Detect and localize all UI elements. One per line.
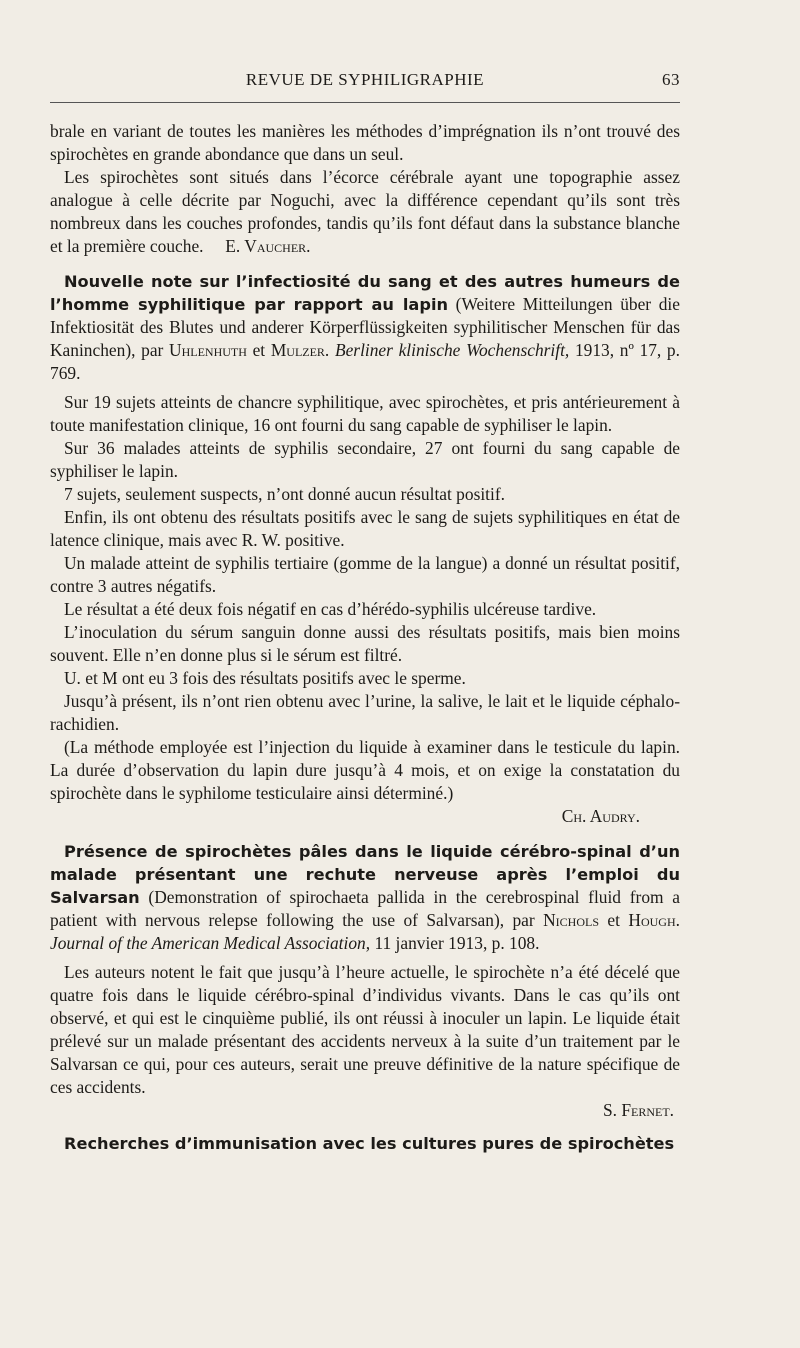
article-infectiosite (50, 270, 680, 828)
signature: Ch. Audry. (561, 806, 640, 826)
method-note: (La méthode employée est l’injection du liquide à examiner dans le testicule du lapin. La durée d’observation du lapin dure jusqu’à 4 mois, et on exige la constatation du spirochète dans le syphilome testiculaire ainsi déterminé.) (50, 737, 680, 803)
intro-paragraph-2: Les spirochètes sont situés dans l’écorce cérébrale ayant une topographie assez analogue à celle décrite par Noguchi, avec la différence cependant qu’ils sont très nombreux dans les couches profondes, tandis qu’ils font défaut dans la substance blanche et la première couche. E. Vaucher. (50, 167, 680, 256)
author: Hough. (628, 910, 680, 930)
journal-name: Berliner klinische Wochenschrift, (334, 340, 570, 360)
article-heading: Présence de spirochètes pâles dans le liquide cérébro-spinal d’un malade présentant une rechute nerveuse après l’emploi du Salvarsan (Demonstration of spirochaeta pallida in the cerebrospinal fluid from a patient with nervous relepse following the use of Salvarsan), par Nichols et Hough. Journal of the American Medical Association, 11 janvier 1913, p. 108. (50, 842, 680, 953)
article-heading: Nouvelle note sur l’infectiosité du sang et des autres humeurs de l’homme syphilitique par rapport au lapin (Weitere Mitteilungen über die Infektiosität des Blutes und anderer Körperflüssigkeiten syphilitischer Menschen für das Kaninchen), par Uhlenhuth et Mulzer. Berliner klinische Wochenschrift, 1913, nº 17, p. 769. (50, 272, 680, 383)
body-paragraph: L’inoculation du sérum sanguin donne aussi des résultats positifs, mais bien moins souvent. Elle n’en donne plus si le sérum est filtré. (50, 622, 680, 665)
body-paragraph: U. et M ont eu 3 fois des résultats positifs avec le sperme. (64, 668, 466, 688)
body-paragraph: Sur 36 malades atteints de syphilis secondaire, 27 ont fourni du sang capable de syphiliser le lapin. (50, 438, 680, 481)
article-title: Présence de spirochètes pâles dans le liquide cérébro-spinal d’un malade présentant une rechute nerveuse après l’emploi du Salvarsan (50, 842, 680, 907)
article-salvarsan (50, 840, 680, 1122)
page-body (50, 120, 680, 1155)
page (50, 70, 680, 1153)
article-title-next: Recherches d’immunisation avec les cultures pures de spirochètes (64, 1134, 675, 1153)
body-paragraph: Les auteurs notent le fait que jusqu’à l’heure actuelle, le spirochète n’a été décelé que quatre fois dans le liquide cérébro-spinal d’individus vivants. Dans le cas qu’ils ont observé, et qui est le cinquième publié, ils ont réussi à inoculer un lapin. Le liquide était prélevé sur un malade présentant des accidents nerveux à la suite d’un traitement par le Salvarsan ce qui, pour ces auteurs, serait une preuve définitive de la nature spécifique de ces accidents. (50, 962, 680, 1097)
body-paragraph: Sur 19 sujets atteints de chancre syphilitique, avec spirochètes, et pris antérieurement à toute manifestation clinique, 16 ont fourni du sang capable de syphiliser le lapin. (50, 392, 680, 435)
signature: E. Vaucher. (225, 236, 311, 256)
intro-paragraph-1: brale en variant de toutes les manières les méthodes d’imprégnation ils n’ont trouvé des spirochètes en grande abondance que dans un seul. (50, 121, 680, 164)
signature-line (50, 805, 680, 828)
signature-line (50, 1099, 680, 1122)
journal-name: Journal of the American Medical Association, (50, 933, 371, 953)
body-paragraph: Le résultat a été deux fois négatif en cas d’hérédo-syphilis ulcéreuse tardive. (64, 599, 597, 619)
header-rule (50, 102, 680, 103)
signature: S. Fernet. (602, 1100, 674, 1120)
body-paragraph: Jusqu’à présent, ils n’ont rien obtenu avec l’urine, la salive, le lait et le liquide céphalo-rachidien. (50, 691, 680, 734)
body-paragraph: Enfin, ils ont obtenu des résultats positifs avec le sang de sujets syphilitiques en état de latence clinique, mais avec R. W. positive. (50, 507, 680, 550)
body-paragraph: Un malade atteint de syphilis tertiaire (gomme de la langue) a donné un résultat positif, contre 3 autres négatifs. (50, 553, 680, 596)
body-paragraph: 7 sujets, seulement suspects, n’ont donné aucun résultat positif. (64, 484, 505, 504)
author: Nichols (543, 910, 600, 930)
author: Uhlenhuth (169, 340, 247, 360)
article-title: Nouvelle note sur l’infectiosité du sang et des autres humeurs de l’homme syphilitique par rapport au lapin (50, 272, 680, 314)
page-number: 63 (662, 70, 680, 89)
author: Mulzer. (270, 340, 330, 360)
running-header (50, 70, 680, 96)
journal-title: REVUE DE SYPHILIGRAPHIE (245, 70, 485, 89)
